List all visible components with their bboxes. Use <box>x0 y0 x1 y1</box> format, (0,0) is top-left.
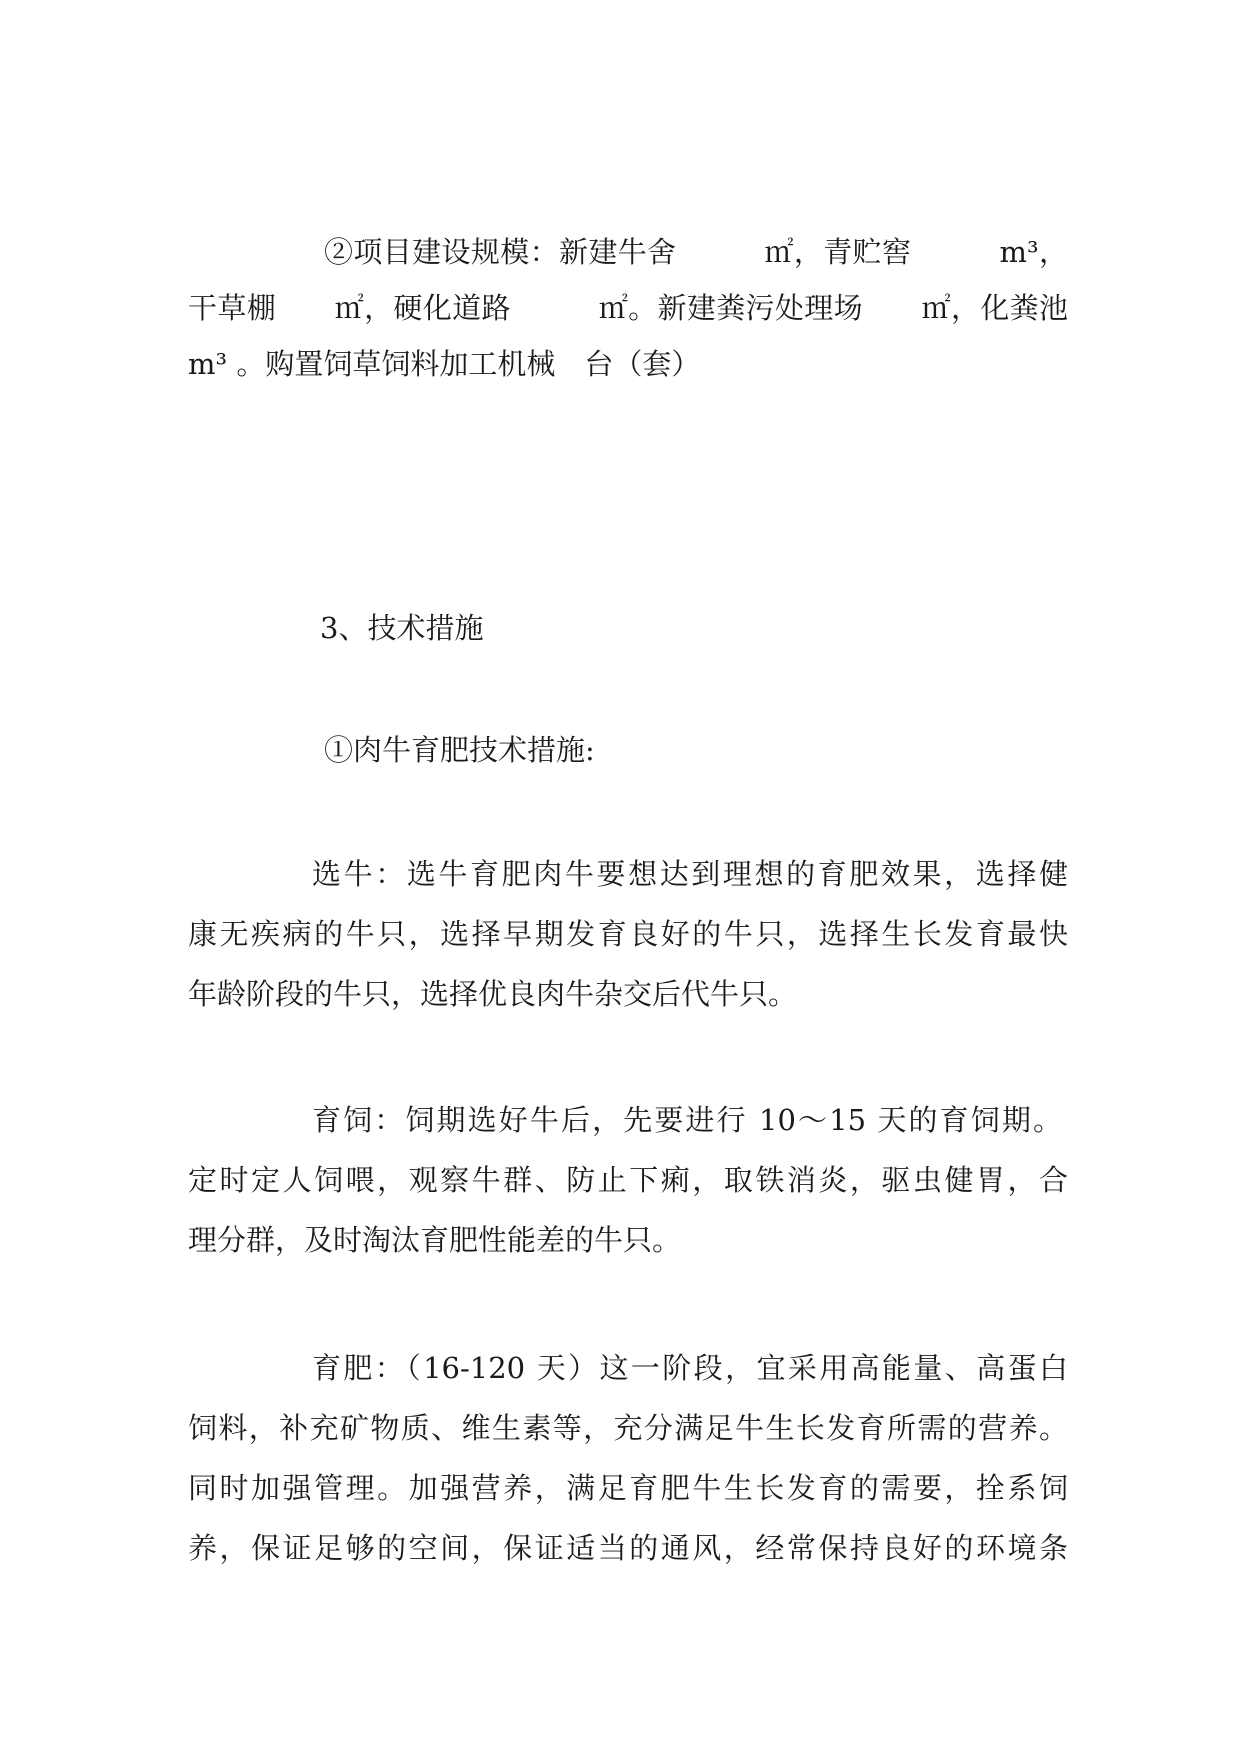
section-title: 3、技术措施 <box>320 611 484 645</box>
fattening-line-3: 同时加强管理。加强营养，满足育肥牛生长发育的需要，拴系饲 <box>188 1471 1068 1505</box>
scale-line-3: m³ 。购置饲草饲料加工机械 台（套） <box>188 347 701 381</box>
rearing-line-2: 定时定人饲喂，观察牛群、防止下痢，取铁消炎，驱虫健胃，合 <box>188 1163 1068 1197</box>
rearing-line-1: 育饲：饲期选好牛后，先要进行 10～15 天的育饲期。 <box>312 1103 1062 1137</box>
fattening-line-4: 养，保证足够的空间，保证适当的通风，经常保持良好的环境条 <box>188 1531 1068 1565</box>
fattening-line-1: 育肥：（16-120 天）这一阶段，宜采用高能量、高蛋白 <box>312 1351 1068 1385</box>
scale-line-2: 干草棚 ㎡，硬化道路 ㎡。新建粪污处理场 ㎡，化粪池 <box>188 291 1068 325</box>
select-cattle-line-1: 选牛：选牛育肥肉牛要想达到理想的育肥效果，选择健 <box>312 857 1068 891</box>
fattening-line-2: 饲料，补充矿物质、维生素等，充分满足牛生长发育所需的营养。 <box>188 1411 1068 1445</box>
rearing-line-3: 理分群，及时淘汰育肥性能差的牛只。 <box>188 1223 682 1257</box>
select-cattle-line-2: 康无疾病的牛只，选择早期发育良好的牛只，选择生长发育最快 <box>188 917 1068 951</box>
subsection-title: ①肉牛育肥技术措施: <box>324 733 595 767</box>
select-cattle-line-3: 年龄阶段的牛只，选择优良肉牛杂交后代牛只。 <box>188 977 798 1011</box>
scale-line-1: ②项目建设规模：新建牛舍 ㎡，青贮窖 m³， <box>324 235 1068 269</box>
